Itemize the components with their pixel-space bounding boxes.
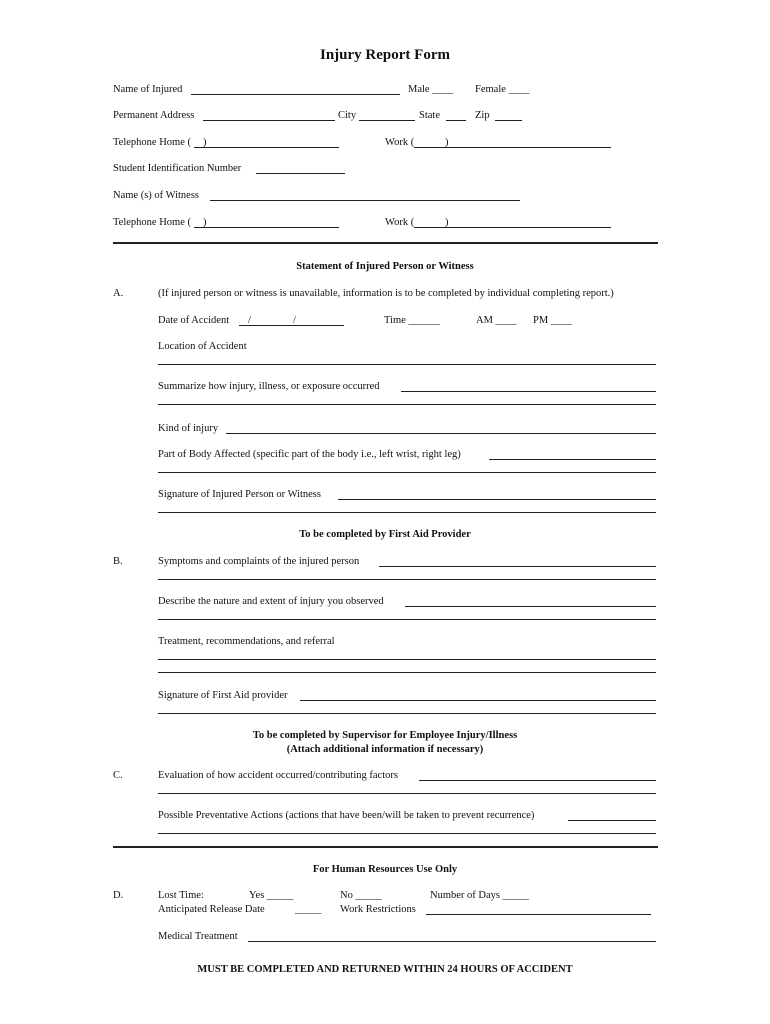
body-part-field-line-2[interactable] — [158, 472, 656, 473]
section-d-heading: For Human Resources Use Only — [312, 864, 458, 875]
treatment-label: Treatment, recommendations, and referral — [158, 636, 335, 647]
section-divider — [113, 242, 658, 244]
nature-field-line-2[interactable] — [158, 619, 656, 620]
section-a-letter: A. — [113, 288, 124, 299]
symptoms-field[interactable] — [379, 566, 656, 567]
witness-work-phone-field[interactable] — [414, 227, 611, 228]
city-field[interactable] — [359, 120, 415, 121]
pm-option[interactable]: PM ____ — [533, 315, 572, 326]
lost-time-no-option[interactable]: No _____ — [340, 890, 382, 901]
section-c-subheading: (Attach additional information if necessary) — [286, 744, 484, 755]
first-aid-signature-field[interactable] — [300, 700, 656, 701]
work-phone-label: Work ( — [385, 137, 415, 148]
evaluation-label: Evaluation of how accident occurred/contributing factors — [158, 770, 398, 781]
preventive-actions-field[interactable] — [568, 820, 656, 821]
lost-time-yes-option[interactable]: Yes _____ — [249, 890, 294, 901]
student-id-label: Student Identification Number — [113, 163, 242, 174]
evaluation-field-line-2[interactable] — [158, 793, 656, 794]
preventive-actions-field-line-2[interactable] — [158, 833, 656, 834]
number-of-days-field[interactable]: Number of Days _____ — [430, 890, 529, 901]
summary-field[interactable] — [401, 391, 656, 392]
section-a-heading: Statement of Injured Person or Witness — [296, 261, 474, 272]
work-phone-field[interactable] — [414, 147, 611, 148]
body-part-label: Part of Body Affected (specific part of the body i.e., left wrist, right leg) — [158, 449, 461, 460]
injured-signature-field[interactable] — [338, 499, 656, 500]
treatment-field[interactable] — [158, 659, 656, 660]
work-phone-paren: ) — [445, 137, 449, 148]
witness-work-phone-paren: ) — [445, 217, 449, 228]
witness-telephone-home-paren: ) — [203, 217, 207, 228]
footer-notice: MUST BE COMPLETED AND RETURNED WITHIN 24 HOURS OF ACCIDENT — [197, 964, 573, 975]
lost-time-label: Lost Time: — [158, 890, 204, 901]
release-date-field[interactable]: _____ — [295, 904, 322, 915]
section-b-letter: B. — [113, 556, 123, 567]
section-c-letter: C. — [113, 770, 123, 781]
section-divider — [113, 846, 658, 848]
zip-field[interactable] — [495, 120, 522, 121]
treatment-field-line-2[interactable] — [158, 672, 656, 673]
symptoms-field-line-2[interactable] — [158, 579, 656, 580]
location-label: Location of Accident — [158, 341, 247, 352]
date-of-accident-label: Date of Accident — [158, 315, 230, 326]
time-field[interactable]: Time ______ — [384, 315, 440, 326]
first-aid-signature-field-line-2[interactable] — [158, 713, 656, 714]
state-field[interactable] — [446, 120, 466, 121]
page-title: Injury Report Form — [320, 47, 450, 63]
witness-names-label: Name (s) of Witness — [113, 190, 199, 201]
am-option[interactable]: AM ____ — [476, 315, 517, 326]
release-date-label: Anticipated Release Date — [158, 904, 265, 915]
preventive-actions-label: Possible Preventative Actions (actions that have been/will be taken to prevent recurrence) — [158, 810, 535, 821]
work-restrictions-field[interactable] — [426, 914, 651, 915]
medical-treatment-field[interactable] — [248, 941, 656, 942]
date-separator: / — [248, 315, 251, 326]
nature-field[interactable] — [405, 606, 656, 607]
name-of-injured-field[interactable] — [191, 94, 400, 95]
work-restrictions-label: Work Restrictions — [340, 904, 416, 915]
body-part-field[interactable] — [489, 459, 656, 460]
evaluation-field[interactable] — [419, 780, 656, 781]
male-option[interactable]: Male ____ — [408, 84, 454, 95]
section-d-letter: D. — [113, 890, 124, 901]
nature-label: Describe the nature and extent of injury you observed — [158, 596, 384, 607]
telephone-home-field[interactable] — [194, 147, 339, 148]
witness-names-field[interactable] — [210, 200, 520, 201]
telephone-home-paren: ) — [203, 137, 207, 148]
telephone-home-label: Telephone Home ( — [113, 137, 191, 148]
summary-label: Summarize how injury, illness, or exposure occurred — [158, 381, 380, 392]
witness-telephone-home-label: Telephone Home ( — [113, 217, 191, 228]
summary-field-line-2[interactable] — [158, 404, 656, 405]
female-option[interactable]: Female ____ — [475, 84, 530, 95]
injured-signature-field-line-2[interactable] — [158, 512, 656, 513]
section-c-heading: To be completed by Supervisor for Employee Injury/Illness — [252, 730, 518, 741]
date-of-accident-field[interactable] — [239, 325, 344, 326]
section-b-heading: To be completed by First Aid Provider — [299, 529, 471, 540]
name-of-injured-label: Name of Injured — [113, 84, 183, 95]
injured-signature-label: Signature of Injured Person or Witness — [158, 489, 321, 500]
permanent-address-label: Permanent Address — [113, 110, 195, 121]
city-label: City — [338, 110, 357, 121]
state-label: State — [419, 110, 440, 121]
kind-of-injury-label: Kind of injury — [158, 423, 219, 434]
symptoms-label: Symptoms and complaints of the injured person — [158, 556, 360, 567]
witness-telephone-home-field[interactable] — [194, 227, 339, 228]
section-a-note: (If injured person or witness is unavailable, information is to be completed by individual completing report.) — [158, 288, 614, 299]
student-id-field[interactable] — [256, 173, 345, 174]
kind-of-injury-field[interactable] — [226, 433, 656, 434]
zip-label: Zip — [475, 110, 490, 121]
date-separator: / — [293, 315, 296, 326]
witness-work-phone-label: Work ( — [385, 217, 415, 228]
medical-treatment-label: Medical Treatment — [158, 931, 238, 942]
first-aid-signature-label: Signature of First Aid provider — [158, 690, 288, 701]
location-field[interactable] — [158, 364, 656, 365]
permanent-address-field[interactable] — [203, 120, 335, 121]
